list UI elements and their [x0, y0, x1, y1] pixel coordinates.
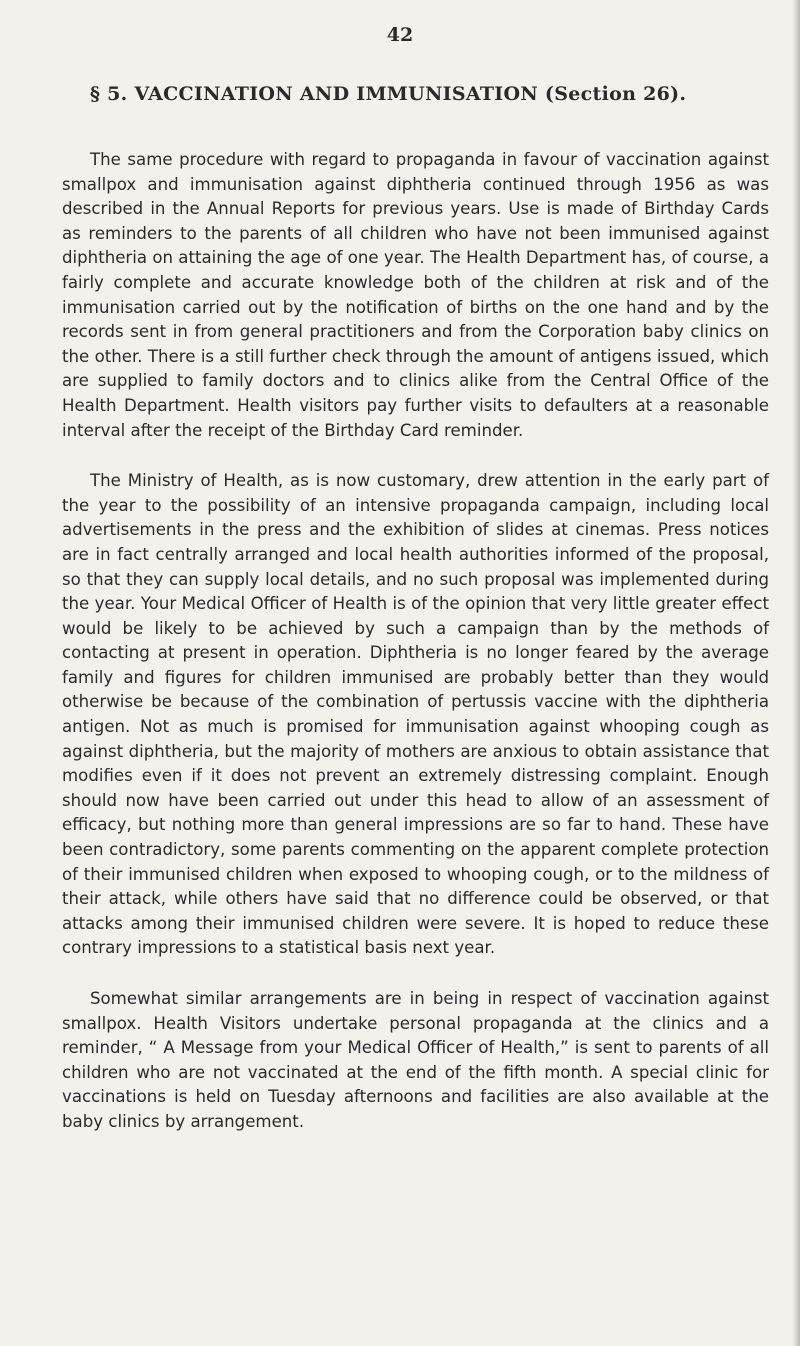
- paragraph-propaganda-campaign: The Ministry of Health, as is now customary, drew attention in the early part of the year to the possibility of an intensive propaganda campaign, including local advertisements in the press and the exhibition of slides at cinemas. Press notices are in fact centrally arranged and local health authorities informed of the proposal, so that they can supply local details, and no such proposal was implemented during the year. Your Medical Officer of Health is of the opinion that very little greater effect would be likely to be achieved by such a campaign than by the methods of contacting at present in operation. Diphtheria is no longer feared by the average family and figures for children immunised are probably better than they would otherwise be because of the combination of pertussis vaccine with the diphtheria antigen. Not as much is promised for immunisation against whooping cough as against diphtheria, but the majority of mothers are anxious to obtain assistance that modifies even if it does not prevent an extremely distressing complaint. Enough should now have been carried out under this head to allow of an assessment of efficacy, but nothing more than general impressions are so far to hand. These have been contradictory, some parents commenting on the apparent complete protection of their immunised children when exposed to whooping cough, or to the mildness of their attack, while others have said that no difference could be observed, or that attacks among their immunised children were severe. It is hoped to reduce these contrary impressions to a statistical basis next year.: [62, 471, 769, 958]
- paragraph-birthday-cards: The same procedure with regard to propaganda in favour of vaccination against smallpox and immunisation against diphtheria continued through 1956 as was described in the Annual Reports for previous years. Use is made of Birthday Cards as reminders to the parents of all children who have not been immunised against diphtheria on attaining the age of one year. The Health Department has, of course, a fairly complete and accurate knowledge both of the children at risk and of the immunisation carried out by the notification of births on the one hand and by the records sent in from general practitioners and from the Corporation baby clinics on the other. There is a still further check through the amount of antigens issued, which are supplied to family doctors and to clinics alike from the Central Office of the Health Department. Health visitors pay further visits to defaulters at a reasonable interval after the receipt of the Birthday Card reminder.: [62, 150, 769, 440]
- page-number: 42: [386, 24, 414, 46]
- body-text: [62, 148, 769, 1161]
- section-heading: § 5. VACCINATION AND IMMUNISATION (Section 26).: [90, 83, 687, 105]
- paragraph-smallpox-vaccination: Somewhat similar arrangements are in being in respect of vaccination against smallpox. Health Visitors undertake personal propaganda at the clinics and a reminder, “ A Message from your Medical Officer of Health,” is sent to parents of all children who are not vaccinated at the end of the fifth month. A special clinic for vaccinations is held on Tuesday afternoons and facilities are also available at the baby clinics by arrangement.: [62, 989, 769, 1131]
- page-edge-shadow: [792, 0, 800, 1346]
